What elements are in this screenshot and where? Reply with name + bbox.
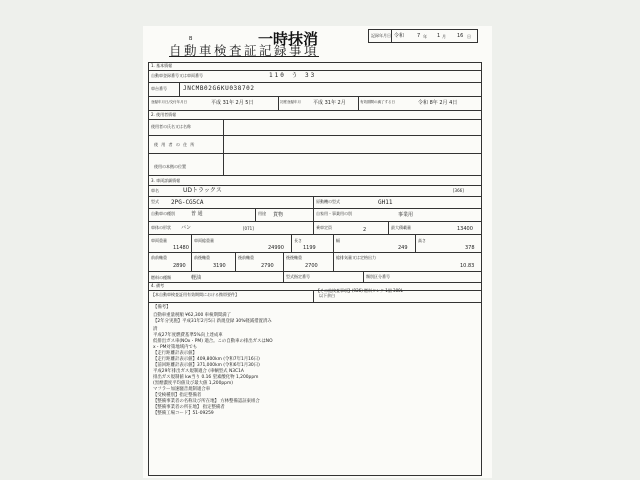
issue-date-label: 記録年月日 <box>371 33 391 38</box>
body-code: [071] <box>243 226 254 231</box>
vehicle-height: 378 <box>465 245 475 251</box>
vehicle-purpose: 事業用 <box>398 212 414 218</box>
remark-line: 済 <box>153 327 158 332</box>
registration-date: 平成 31年 2月 5日 <box>211 100 254 106</box>
expiry-date: 令和 8年 2月 4日 <box>418 100 458 106</box>
inspection-certificate-page: B 一時抹消 自動車検査証記録事項 記録年月日 令和 7 年 1 月 16 日 1. 基本情報 自動車登録番号又は車両番号 110 う 33 車台番号 JNCMB02G6KU038702 登録年月日/交付年月日 平成 31年 2月 5日 初度登録年月 平成 31年 2月 有効期間の満了する日 令和 8年 2月 4日 2. 使用者情報 使用者の氏名又は名称 使 用 者 の 住 所 使用の本拠の位置 3. 車両詳細情報 車名 UDトラックス [366] 型式 2PG-CG5CA 原動機の型式 GH11 自動車の種別 普 通 用途 貨物 自家用・事業用の別 事業用 車体の形状 バン [071] 乗車定員 2 最大積載量 13400 車両重量 11480 車両総重量 24990 長さ 1199 幅 249 高さ 378 前前軸重 2890 前後軸重 3190 後前軸重 2790 後後軸重 2700 総排気量又は定格出力 10.83 燃料の種類 軽油 型式指定番号 類別区分番号 4. 備考 【本自動車検査証用有効期間における携帯要件】 【その他検査事項】(926) 燃料タンク 1個 300L 以下余白 【備考】 自動車重量税額 ¥62,300 車検期間満了 【2年分実施】平成31年2月5日 新規登録 30%軽減措置済み 済 平成27年度燃費基準5%向上達成車 低排出ガス車(NOx・PM) 適合。この自動車の排出ガスはNO x・PM対策地域内でも 【走行距離計表示値】 【走行距離計表示値】409,800km (令和7年1月16日) 【前回距離計表示値】371,000km (令和6年1月30日) 平成29年排出ガス規制適合 (車輌型式 N3C1A 排出ガス規制値 kw当り 0.16 窒素酸化物 1,200ppm (黒煙濃度平均値及び最大値 1,200ppm) マフラー加速騒音規制適合車 【受検種別】指定整備者 【整備事業者の名称及び所在地】 方林整備認証東組合 【整備事業者の所在地】 指定整備者 【整備工場コード】51-09259 <box>143 26 492 478</box>
remark-line: (黒煙濃度平均値及び最大値 1,200ppm) <box>153 381 233 386</box>
remark-line: 【走行距離計表示値】 <box>153 351 197 356</box>
vehicle-width: 249 <box>398 245 408 251</box>
remark-line: 【整備工場コード】51-09259 <box>153 411 214 416</box>
section-basic-heading: 1. 基本情報 <box>151 63 173 68</box>
vehicle-use: 貨物 <box>273 212 284 218</box>
vehicle-kind: 普 通 <box>191 211 203 217</box>
passenger-capacity: 2 <box>363 227 367 233</box>
section-notes-heading: 4. 備考 <box>151 283 165 288</box>
issue-date-box: 記録年月日 令和 7 年 1 月 16 日 <box>368 29 478 43</box>
rear-front-axle: 2790 <box>261 263 274 269</box>
model-code: 2PG-CG5CA <box>171 199 204 206</box>
body-shape: バン <box>181 225 192 231</box>
remark-line: 【整備事業者の所在地】 指定整備者 <box>153 405 225 410</box>
rear-rear-axle: 2700 <box>305 263 318 269</box>
issue-month: 1 <box>437 33 441 39</box>
remark-line: 【2年分実施】平成31年2月5日 新規登録 30%軽減措置済み <box>153 319 272 324</box>
remark-line: 自動車重量税額 ¥62,300 車検期間満了 <box>153 313 232 318</box>
remark-line: 【整備事業者の名称及び所在地】 方林整備認証東組合 <box>153 399 260 404</box>
max-load: 13400 <box>457 226 473 232</box>
displacement: 10.83 <box>460 263 475 269</box>
first-registration: 平成 31年 2月 <box>313 100 346 106</box>
fuel-type: 軽油 <box>191 275 202 281</box>
remark-line: 平成27年度燃費基準5%向上達成車 <box>153 333 223 338</box>
remark-line: 【前回距離計表示値】371,000km (令和6年1月30日) <box>153 363 260 368</box>
remark-line: x・PM対策地域内でも <box>153 345 198 350</box>
maker-code: [366] <box>453 188 464 193</box>
remark-line: 【備考】 <box>153 305 171 310</box>
notes-right-heading: 【その他検査事項】(926) 燃料タンク 1個 300L <box>316 288 403 293</box>
front-front-axle: 2890 <box>173 263 186 269</box>
registration-number: 110 う 33 <box>269 72 317 79</box>
notes-left-heading: 【本自動車検査証用有効期間における携帯要件】 <box>151 292 239 297</box>
issue-day: 16 <box>457 33 464 39</box>
gross-weight: 24990 <box>268 245 284 251</box>
vehicle-weight: 11480 <box>173 245 189 251</box>
maker-name: UDトラックス <box>183 187 222 194</box>
small-mark: B <box>189 36 193 42</box>
issue-year: 7 <box>417 33 421 39</box>
vehicle-length: 1199 <box>303 245 316 251</box>
notes-right-blank: 以下余白 <box>319 293 335 298</box>
remark-line: マフラー加速騒音規制適合車 <box>153 387 211 392</box>
remark-line: 【受検種別】指定整備者 <box>153 393 202 398</box>
front-rear-axle: 3190 <box>213 263 226 269</box>
section-vehicle-heading: 3. 車両詳細情報 <box>151 178 181 183</box>
remark-line: 平成29年排出ガス規制適合 (車輌型式 N3C1A <box>153 369 244 374</box>
engine-model: GH11 <box>378 199 393 206</box>
document-title: 自動車検査証記録事項 <box>169 43 320 58</box>
remark-line: 低排出ガス車(NOx・PM) 適合。この自動車の排出ガスはNO <box>153 339 273 344</box>
remark-line: 排出ガス規制値 kw当り 0.16 窒素酸化物 1,200ppm <box>153 375 259 380</box>
remark-line: 【走行距離計表示値】409,800km (令和7年1月16日) <box>153 357 260 362</box>
section-user-heading: 2. 使用者情報 <box>151 112 177 117</box>
cancellation-status: 一時抹消 <box>258 30 319 48</box>
chassis-number: JNCMB02G6KU038702 <box>183 85 255 92</box>
